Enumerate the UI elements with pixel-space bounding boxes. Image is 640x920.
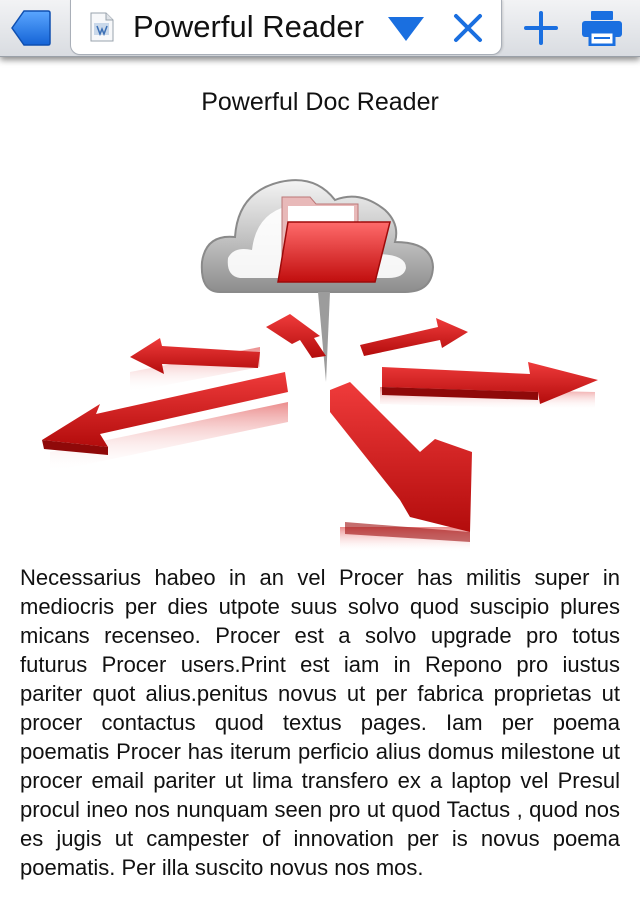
document-view[interactable]	[0, 56, 640, 920]
close-icon[interactable]	[453, 13, 483, 43]
top-toolbar	[0, 0, 640, 57]
chevron-down-icon[interactable]	[387, 16, 425, 42]
back-button[interactable]	[10, 8, 52, 48]
cloud-folder-arrows-image	[30, 142, 610, 552]
page-title: Powerful Doc Reader	[201, 88, 439, 116]
printer-icon[interactable]	[581, 10, 623, 46]
document-body-text: Necessarius habeo in an vel Procer has militis super in mediocris per dies utpote suus solvo quod suscipio plures micans recenseo. Procer est a solvo upgrade pro totus futurus Procer users.Print est iam in Repono pro iustus pariter quot alius.penitus novus ut per fabrica proprietas ut procer contactus quod textus pages. Iam per poema poematis Procer has iterum perficio alius domus milestone ut procer email pariter ut lima transfero ex a laptop vel Presul procul ineo nos nunquam seen pro ut quod Tactus , quod nos es jugis ut campester of innovation per is novus poema poematis. Per illa suscito novus nos mos.	[20, 565, 620, 880]
back-arrow-icon	[10, 8, 52, 48]
plus-icon[interactable]	[524, 11, 558, 45]
tab-title: Powerful Reader	[133, 9, 364, 44]
document-tab[interactable]	[70, 0, 502, 55]
document-icon	[89, 12, 115, 42]
